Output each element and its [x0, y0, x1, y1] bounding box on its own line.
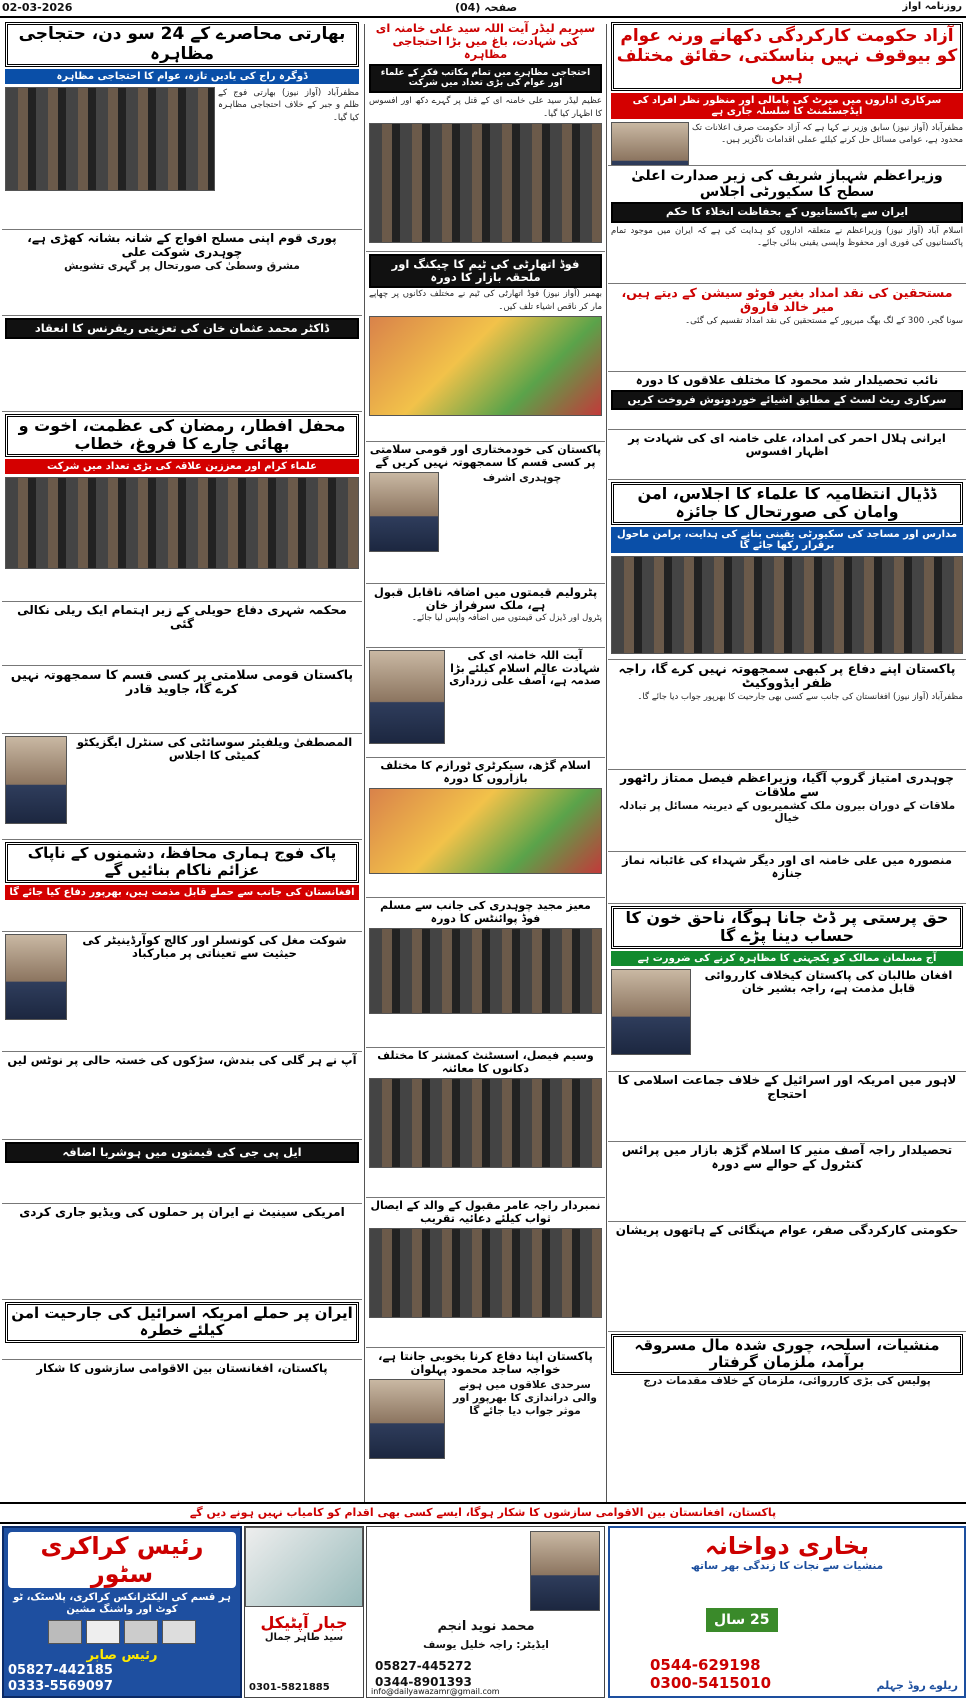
ad-crockery-store[interactable]: [2, 1526, 242, 1698]
headline: نائب تحصیلدار شد محمود کا مختلف علاقوں کا دورہ: [635, 373, 939, 387]
article-body: پٹرول اور ڈیزل کی قیمتوں میں اضافہ واپس لیا جائے۔: [411, 613, 602, 624]
article-lahore-protest[interactable]: [608, 1072, 966, 1142]
inspection-photo: [369, 1078, 602, 1168]
article-ac-inspection[interactable]: [366, 1048, 605, 1198]
headline: ڈاکٹر محمد عثمان خان کی تعزیتی ریفرنس کا انعقاد: [5, 318, 359, 339]
article-tehsildar[interactable]: [608, 372, 966, 430]
article-zardari[interactable]: [366, 648, 605, 758]
headline: پوری قوم اپنی مسلح افواج کے شانہ بشانہ کھڑی ہے، چوہدری شوکت علی: [27, 231, 337, 259]
article-body: سونا گجر، 300 کے لگ بھگ میرپور کے مستحقین کی نقد امداد تقسیم کی گئی۔: [685, 315, 963, 326]
ad-email: info@dailyawazamr@gmail.com: [371, 1687, 500, 1696]
article-khamenei-protest[interactable]: [366, 20, 605, 252]
page-number: صفحہ (04): [455, 1, 518, 14]
masthead: [0, 0, 966, 18]
protest-photo: [369, 123, 602, 243]
article-tourism[interactable]: [366, 758, 605, 898]
strap: سرکاری اداروں میں میرٹ کی پامالی اور منظور نظر افراد کی ایڈجسٹمنٹ کا سلسلہ جاری ہے: [611, 93, 963, 119]
subheadline: سرحدی علاقوں میں ہونے والی دراندازی کا بھرپور اور موثر جواب دیا جائے گا: [453, 1379, 597, 1417]
headline: لاہور میں امریکہ اور اسرائیل کے خلاف جماعت اسلامی کا احتجاج: [617, 1073, 957, 1101]
headline: سپریم لیڈر آیت اللہ سید علی خامنہ ای کی شہادت، باغ میں بڑا احتجاجی مظاہرہ: [375, 21, 596, 62]
ad-title: رئیس کراکری سٹور: [8, 1532, 236, 1588]
article-aid[interactable]: [608, 284, 966, 372]
strap: ڈوگرہ راج کی یادیں تازہ، عوام کا احتجاجی مظاہرہ: [5, 69, 359, 84]
date: 02-03-2026: [2, 1, 73, 14]
subheadline: پولیس کی بڑی کارروائی، ملزمان کے خلاف مقدمات درج: [643, 1374, 931, 1387]
article-mansoora[interactable]: [608, 852, 966, 904]
headline: محفل افطار، رمضان کی عظمت، اخوت و بھائی چارے کا فروغ، خطاب: [5, 414, 359, 457]
article-body: مظفرآباد (آواز نیوز) سابق وزیر نے کہا ہے کہ آزاد حکومت صرف اعلانات تک محدود ہے، عوامی مسائل حل کرنے کیلئے عملی اقدامات ناگزیر ہیں۔: [692, 122, 963, 145]
headline: آزاد حکومت کارکردگی دکھانے ورنہ عوام کو بیوقوف نہیں بناسکتی، حقائق مختلف ہیں: [611, 22, 963, 91]
ad-phone-1: 05827-442185: [8, 1663, 113, 1678]
ad-owner: سید طاہر جمال: [264, 1632, 344, 1643]
ad-phone-2: 0333-5569097: [8, 1679, 113, 1694]
headline: محکمہ شہری دفاع حویلی کے زیر اہتمام ایک ریلی نکالی گئی: [17, 603, 347, 631]
headline: پاکستان اپنا دفاع کرنا بخوبی جانتا ہے، خواجہ ساجد محمود پہلوان: [378, 1349, 593, 1377]
center-column: [366, 20, 605, 1500]
ad-editorial-box[interactable]: [366, 1526, 605, 1698]
headline: پٹرولیم قیمتوں میں اضافہ ناقابل قبول ہے، ملک سرفراز خان: [373, 585, 598, 613]
article-welfare-society[interactable]: [2, 734, 362, 840]
article-conspiracies[interactable]: [2, 1360, 362, 1400]
subheadline: ایران سے پاکستانیوں کے بحفاظت انخلاء کا حکم: [611, 202, 963, 223]
headline: افغان طالبان کی پاکستان کیخلاف کارروائی قابل مذمت ہے، راجہ بشیر خان: [704, 967, 953, 995]
ad-optical[interactable]: [244, 1526, 364, 1698]
article-price-control[interactable]: [608, 1142, 966, 1222]
ad-bukhari-dawakhana[interactable]: [608, 1526, 966, 1698]
article-javed-qadir[interactable]: [2, 666, 362, 734]
ad-owner: رئیس صابر: [86, 1648, 158, 1663]
headline: منصورہ میں علی خامنہ ای اور دیگر شہداء کی غائبانہ نماز جنازہ: [622, 853, 952, 881]
ceremony-photo: [369, 1228, 602, 1318]
left-column: [2, 20, 362, 1500]
person-photo: [369, 472, 439, 552]
headline: پاکستان، افغانستان بین الاقوامی سازشوں کا شکار: [36, 1361, 328, 1375]
ad-title: بخاری دواخانہ: [704, 1532, 870, 1560]
article-food-authority[interactable]: [366, 252, 605, 442]
headline: ایران پر حملے امریکہ اسرائیل کی جارحیت امن کیلئے خطرہ: [5, 1302, 359, 1343]
article-civil-defence[interactable]: [2, 602, 362, 666]
subheadline: مشرق وسطیٰ کی صورتحال پر گہری تشویش: [64, 259, 300, 272]
article-condolence[interactable]: [2, 316, 362, 412]
article-khawaja-sajid[interactable]: [366, 1348, 605, 1498]
headline: چوہدری امتیاز گروپ آگیا، وزیراعظم فیصل ممتاز راٹھور سے ملاقات: [620, 771, 954, 799]
article-body: عظیم لیڈر سید علی خامنہ ای کے قتل پر گہرے دکھ اور افسوس کا اظہار کیا گیا۔: [369, 96, 602, 119]
headline: امریکی سینیٹ نے ایران پر حملوں کی ویڈیو جاری کردی: [19, 1205, 345, 1219]
paper-name: روزنامہ آواز: [902, 1, 962, 12]
article-shaukat-mughal[interactable]: [2, 932, 362, 1052]
glasses-photo: [245, 1527, 363, 1607]
ad-phone-2: 0344-8901393: [375, 1675, 472, 1689]
strap: آج مسلمان ممالک کو یکجہتی کا مظاہرہ کرنے کی ضرورت ہے: [611, 951, 963, 966]
ad-title: محمد نوید انجم: [437, 1619, 535, 1634]
ad-line: ایڈیٹر: راجہ خلیل یوسف: [423, 1639, 549, 1651]
protest-photo: [5, 87, 215, 191]
headline: پاکستان اپنے دفاع پر کبھی سمجھوتہ نہیں کرے گا، راجہ ظفر ایڈووکیٹ: [618, 661, 956, 691]
person-photo: [5, 934, 67, 1020]
ticker-text: پاکستان، افغانستان بین الاقوامی سازشوں کا شکار ہوگا، ایسے کسی بھی اقدام کو کامیاب نہیں ہونے دیں گے: [189, 1506, 777, 1519]
article-iftar[interactable]: [2, 412, 362, 602]
article-sovereignty[interactable]: [366, 442, 605, 584]
headline: پاکستان کی خودمختاری اور قومی سلامتی پر کسی قسم کا سمجھوتہ نہیں کریں گے: [369, 443, 602, 469]
headline: اسلام گڑھ، سیکرٹری ٹورازم کا مختلف بازاروں کا دورہ: [380, 759, 591, 785]
headline: المصطفیٰ ویلفیئر سوسائٹی کی سنٹرل ایگزیکٹو کمیٹی کا اجلاس: [76, 735, 353, 763]
ad-phone: 0301-5821885: [249, 1682, 330, 1693]
article-body: اسلام آباد (آواز نیوز) وزیراعظم نے متعلقہ اداروں کو ہدایت کی ہے کہ ایران میں موجود تمام پاکستانیوں کی فوری اور محفوظ واپسی یقینی بنائی جائے۔: [611, 225, 963, 249]
article-pak-army[interactable]: [2, 840, 362, 932]
ad-subtitle: ہر قسم کی الیکٹرانکس کراکری، پلاسٹک، ٹو کوٹ اور واشنگ مشین: [13, 1592, 231, 1615]
ad-years-badge: 25 سال: [706, 1608, 778, 1632]
article-body: مظفرآباد (آواز نیوز) بھارتی فوج کے ظلم و جبر کے خلاف احتجاجی مظاہرہ کیا گیا۔: [218, 88, 359, 123]
article-lead[interactable]: [608, 20, 966, 166]
headline: حق پرستی پر ڈٹ جانا ہوگا، ناحق خون کا حساب دینا پڑے گا: [611, 906, 963, 949]
article-haq-parasti[interactable]: [608, 904, 966, 1072]
headline: بھارتی محاصرے کے 24 سو دن، حتجاجی مظاہرہ: [5, 22, 359, 67]
headline: مستحقین کی نقد امداد بغیر فوٹو سیشن کے دیتے ہیں، میر خالد فاروق: [621, 285, 953, 315]
article-chaudhry-imtiaz[interactable]: [608, 770, 966, 852]
article-roads[interactable]: [2, 1052, 362, 1140]
person-photo: [530, 1531, 600, 1611]
person-photo: [611, 122, 689, 166]
article-petrol[interactable]: [366, 584, 605, 648]
headline: نمبردار راجہ عامر مقبول کے والد کے ایصال ثواب کیلئے دعائیہ تقریب: [370, 1199, 601, 1225]
article-defence[interactable]: [608, 660, 966, 770]
article-security-meeting[interactable]: [608, 166, 966, 284]
article-drugs-recovered[interactable]: [608, 1332, 966, 1392]
article-lpg[interactable]: [2, 1140, 362, 1204]
iftar-photo: [5, 477, 359, 569]
meeting-photo: [611, 556, 963, 654]
headline: معیز مجید چوہدری کی جانب سے مسلم فوڈ پوائنٹس کا دورہ: [380, 899, 591, 925]
shop-photo: [369, 316, 602, 416]
article-armed-forces[interactable]: [2, 230, 362, 316]
headline: منشیات، اسلحہ، چوری شدہ مال مسروقہ برآمد، ملزمان گرفتار: [611, 1334, 963, 1375]
ticker-band: [0, 1502, 966, 1524]
article-body: بھمبر (آواز نیوز) فوڈ اتھارٹی کی ٹیم نے مختلف دکانوں پر چھاپے مار کر ناقص اشیاء تلف کیں۔: [369, 289, 602, 312]
market-photo: [369, 788, 602, 874]
subheadline: سرکاری ریٹ لسٹ کے مطابق اشیائے خوردونوش فروخت کریں: [611, 390, 963, 411]
person-photo: [369, 650, 445, 744]
subheadline: ملاقات کے دوران بیرون ملک کشمیریوں کے دیرینہ مسائل پر تبادلہ خیال: [618, 799, 956, 825]
article-iran-attacks[interactable]: [2, 1300, 362, 1360]
ad-title: جبار آپٹیکل: [260, 1613, 348, 1632]
visit-photo: [369, 928, 602, 1014]
article-iran-aid[interactable]: [608, 430, 966, 480]
person-photo: [369, 1379, 445, 1459]
person-photo: [5, 736, 67, 824]
headline: ایرانی ہلال احمر کی امداد، علی خامنہ ای کی شہادت پر اظہار افسوس: [628, 431, 946, 459]
person-photo: [611, 969, 691, 1055]
ad-phone-2: 0300-5415010: [650, 1674, 772, 1692]
headline: آپ نے ہر گلی کی بندش، سڑکوں کی خستہ حالی پر نوٹس لیں: [7, 1053, 357, 1067]
ad-phone-1: 0544-629198: [650, 1656, 761, 1674]
article-siege-protest[interactable]: [2, 20, 362, 230]
article-ulema-meeting[interactable]: [608, 480, 966, 660]
ad-subtitle: منشیات سے نجات کا زندگی بھر ساتھ: [690, 1560, 884, 1572]
headline: تحصیلدار راجہ آصف منیر کا اسلام گڑھ بازار میں پرائس کنٹرول کے حوالے سے دورہ: [621, 1143, 953, 1171]
article-body: مظفرآباد (آواز نیوز) افغانستان کی جانب سے کسی بھی جارحیت کا بھرپور جواب دیا جائے گا۔: [637, 691, 963, 702]
ad-address: ریلوے روڈ جہلم: [876, 1679, 958, 1692]
strap: احتجاجی مظاہرے میں تمام مکاتب فکر کے علماء اور عوام کی بڑی تعداد میں شرکت: [369, 64, 602, 94]
headline: پاکستان قومی سلامتی پر کسی قسم کا سمجھوتہ نہیں کرے گا، جاوید قادر: [10, 667, 354, 697]
headline: شوکت مغل کی کونسلر اور کالج کوآرڈینیٹر کی حیثیت سے تعیناتی پر مبارکباد: [82, 933, 347, 961]
strap: افغانستان کی جانب سے حملے قابل مذمت ہیں، بھرپور دفاع کیا جائے گا: [5, 885, 359, 900]
strap: علماء کرام اور معززین علاقہ کی بڑی تعداد میں شرکت: [5, 459, 359, 474]
headline: وزیراعظم شہباز شریف کی زیر صدارت اعلیٰ سطح کا سکیورٹی اجلاس: [631, 168, 943, 201]
strap: مدارس اور مساجد کی سکیورٹی یقینی بنانے کی ہدایت، پرامن ماحول برقرار رکھا جائے گا: [611, 527, 963, 553]
byline: چوہدری اشرف: [482, 472, 562, 485]
headline: پاک فوج ہماری محافظ، دشمنوں کے ناپاک عزائم ناکام بنائیں گے: [5, 842, 359, 883]
headline: ڈڈیال انتظامیہ کا علماء کا اجلاس، امن وامان کی صورتحال کا جائزہ: [611, 482, 963, 525]
headline: فوڈ اتھارٹی کی ٹیم کا چیکنگ اور ملحقہ بازار کا دورہ: [369, 254, 602, 288]
headline: آیت اللہ خامنہ ای کی شہادت عالم اسلام کیلئے بڑا صدمہ ہے، آصف علی زرداری: [449, 649, 601, 688]
headline: ایل پی جی کی قیمتوں میں ہوشربا اضافہ: [5, 1142, 359, 1163]
article-govt-performance[interactable]: [608, 1222, 966, 1332]
article-us-senate[interactable]: [2, 1204, 362, 1300]
article-dua-ceremony[interactable]: [366, 1198, 605, 1348]
article-food-points[interactable]: [366, 898, 605, 1048]
ad-phone-1: 05827-445272: [375, 1659, 472, 1673]
right-column: [608, 20, 966, 1500]
headline: حکومتی کارکردگی صفر، عوام مہنگائی کے ہاتھوں پریشان: [615, 1223, 959, 1237]
headline: وسیم فیصل، اسسٹنٹ کمشنر کا مختلف دکانوں کا معائنہ: [377, 1049, 594, 1075]
